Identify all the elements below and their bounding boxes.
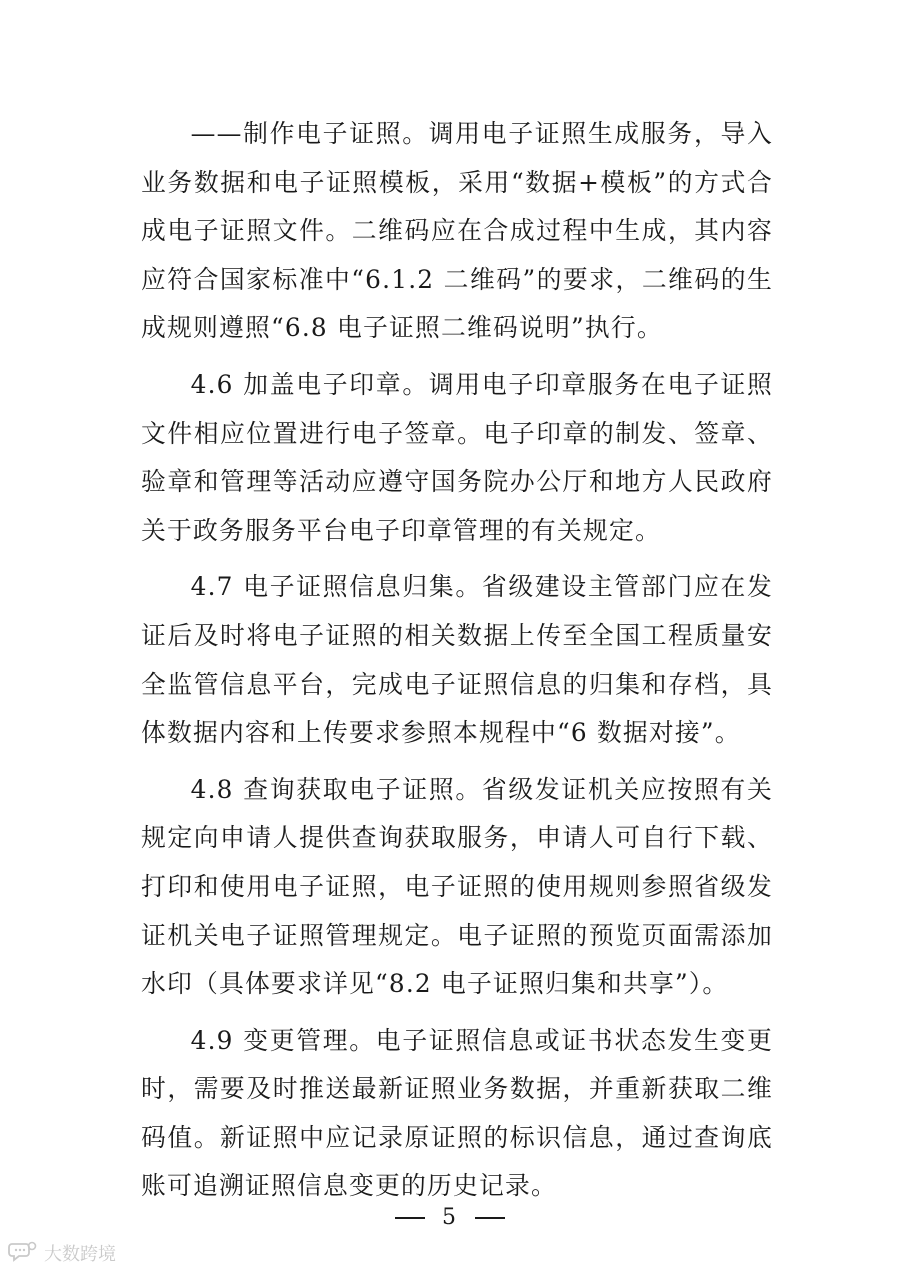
page-number-left-dash: [395, 1217, 425, 1219]
paragraph-4-6-electronic-seal: 4.6 加盖电子印章。调用电子印章服务在电子证照文件相应位置进行电子签章。电子印章的制发、签章、验章和管理等活动应遵守国务院办公厅和地方人民政府关于政务服务平台电子印章管理的有关规定。: [141, 369, 773, 545]
paragraph-make-certificate: ——制作电子证照。调用电子证照生成服务，导入业务数据和电子证照模板，采用“数据+模板”的方式合成电子证照文件。二维码应在合成过程中生成，其内容应符合国家标准中“6.1.2 二维码”的要求，二维码的生成规则遵照“6.8 电子证照二维码说明”执行。: [141, 119, 773, 343]
watermark: [8, 1240, 116, 1266]
document-body: [141, 110, 773, 1219]
paragraph-4-8-query-retrieval: 4.8 查询获取电子证照。省级发证机关应按照有关规定向申请人提供查询获取服务，申请人可自行下载、打印和使用电子证照，电子证照的使用规则参照省级发证机关电子证照管理规定。电子证照的预览页面需添加水印（具体要求详见“8.2 电子证照归集和共享”）。: [141, 774, 773, 999]
page-number-right-dash: [475, 1217, 505, 1219]
paragraph-4-9-change-management: 4.9 变更管理。电子证照信息或证书状态发生变更时，需要及时推送最新证照业务数据，并重新获取二维码值。新证照中应记录原证照的标识信息，通过查询底账可追溯证照信息变更的历史记录。: [141, 1025, 773, 1201]
paragraph-4-7-information-collection: 4.7 电子证照信息归集。省级建设主管部门应在发证后及时将电子证照的相关数据上传至全国工程质量安全监管信息平台，完成电子证照信息的归集和存档，具体数据内容和上传要求参照本规程中“6 数据对接”。: [141, 572, 773, 748]
page-number: 5: [442, 1205, 458, 1230]
page-footer: [0, 1203, 900, 1233]
chat-bubble-logo-icon: [8, 1240, 38, 1267]
watermark-text: 大数跨境: [44, 1244, 116, 1265]
